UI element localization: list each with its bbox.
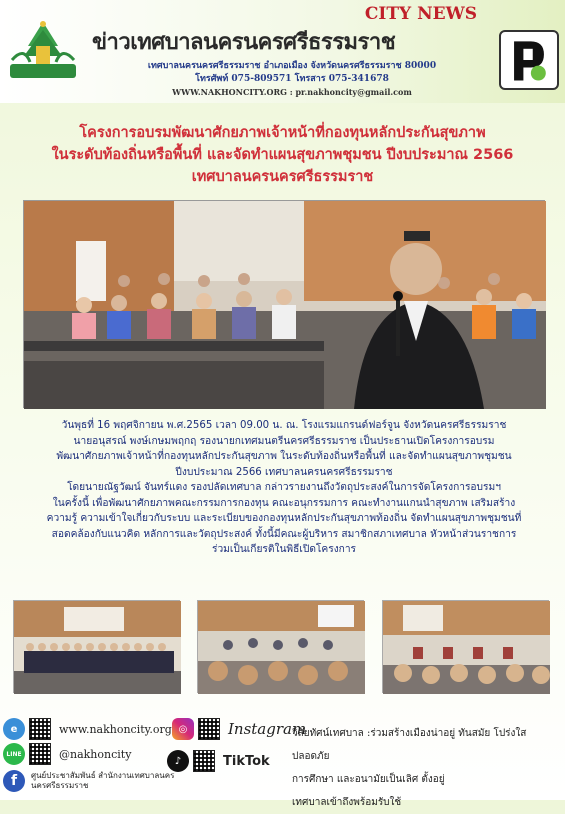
article-body [28, 418, 540, 558]
web-icon [3, 718, 25, 740]
body-line: สอดคล้องกับแนวคิด หลักการและวัตถุประสงค์ ทั้งนี้มีคณะผู้บริหาร สมาชิกสภาเทศบาล หัวหน้าส่วนราชการ [51, 528, 517, 540]
qr-code-icon [29, 743, 51, 765]
tiktok-label[interactable]: TikTok [223, 753, 270, 769]
body-line: นายอนุสรณ์ พงษ์เกษมพฤกฤ รองนายกเทศมนตรีนครศรีธรรมราช เป็นประธานเปิดโครงการอบรม [73, 435, 495, 447]
contact-block [92, 60, 492, 99]
slogan-line-3: เทศบาลเข้าถึงพร้อมรับใช้ [292, 797, 402, 808]
pr-badge-logo [499, 30, 559, 90]
phone-line: โทรศัพท์ 075-809571 โทรสาร 075-341678 [195, 74, 389, 84]
article-headline [20, 122, 545, 188]
seminar-photo [382, 600, 549, 693]
group-photo [13, 600, 180, 693]
footer-website-row [3, 718, 172, 740]
brand-word-city: CITY [364, 4, 412, 24]
body-line: พัฒนาศักยภาพเจ้าหน้าที่กองทุนหลักประกันสุขภาพ ในระดับท้องถิ่นหรือพื้นที่ และจัดทำแผนสุขภาพชุมชน [56, 451, 512, 462]
headline-line-3: เทศบาลนครนครศรีธรรมราช [191, 169, 374, 185]
slogan-line-2: การศึกษา และอนามัยเป็นเลิศ ตั้งอยู่ [292, 774, 445, 785]
footer-tiktok-row [167, 750, 270, 772]
qr-code-icon [193, 750, 215, 772]
main-event-photo [23, 200, 545, 408]
org-credit [31, 771, 174, 791]
municipal-vision-slogan [292, 722, 562, 814]
headline-line-1: โครงการอบรมพัฒนาศักยภาพเจ้าหน้าที่กองทุนหลักประกันสุขภาพ [79, 125, 486, 141]
org-credit-line-1: ศูนย์ประชาสัมพันธ์ สำนักงานเทศบาลนคร [31, 771, 175, 780]
body-line: โดยนายณัฐวัฒน์ จันทร์แดง รองปลัดเทศบาล กล่าวรายงานถึงวัตถุประสงค์ในการจัดโครงการอบรมฯ [67, 482, 501, 493]
body-line: วันพุธที่ 16 พฤศจิกายน พ.ศ.2565 เวลา 09.00 น. ณ. โรงแรมแกรนด์ฟอร์จูน จังหวัดนครศรีธรรมราช [61, 420, 507, 431]
footer-instagram-row [172, 718, 306, 740]
web-icon-glyph: e [10, 723, 18, 735]
event-photo-illustration [24, 201, 546, 409]
body-line: ร่วมเป็นเกียรติในพิธีเปิดโครงการ [211, 544, 357, 555]
instagram-label[interactable]: Instagram [228, 720, 307, 738]
web-line: WWW.NAKHONCITY.ORG : pr.nakhoncity@gmail.com [172, 87, 412, 97]
slogan-line-1: วิสัยทัศน์เทศบาล :ร่วมสร้างเมืองน่าอยู่ ทันสมัย โปร่งใส ปลอดภัย [292, 728, 527, 762]
org-credit-line-2: นครศรีธรรมราช [31, 781, 89, 790]
facebook-icon[interactable] [3, 770, 25, 792]
social-handle[interactable]: @nakhoncity [59, 747, 132, 761]
body-line: ความรู้ ความเข้าใจเกี่ยวกับระบบ และระเบียบของกองทุนหลักประกันสุขภาพท้องถิ่น จัดทำแผนสุขภาพชุมชนที่ [46, 513, 522, 524]
body-line: ในครั้งนี้ เพื่อพัฒนาศักยภาพคณะกรรมการกองทุน คณะอนุกรรมการ คณะทำงานแกนนำสุขภาพ เสริมสร้าง [52, 497, 516, 509]
group-photo-illustration [14, 601, 181, 694]
brand-word-news: NEWS [417, 4, 477, 24]
seminar-photo-illustration [383, 601, 550, 694]
address-line: เทศบาลนครนครศรีธรรมราช อำเภอเมือง จังหวัดนครศรีธรรมราช 80000 [147, 61, 437, 71]
footer-line-row [3, 743, 131, 765]
line-icon [3, 743, 25, 765]
footer-facebook-row [3, 770, 174, 792]
headline-line-2: ในระดับท้องถิ่นหรือพื้นที่ และจัดทำแผนสุขภาพชุมชน ปีงบประมาณ 2566 [51, 147, 514, 163]
pr-badge-icon [501, 32, 557, 88]
line-icon-glyph: LINE [6, 750, 22, 758]
newsletter-header [0, 0, 565, 103]
municipality-seal-logo [6, 16, 80, 86]
qr-code-icon [29, 718, 51, 740]
instagram-icon-glyph: ◎ [178, 723, 188, 735]
tiktok-icon-glyph: ♪ [174, 755, 182, 767]
newsletter-title: ข่าวเทศบาลนครนครศรีธรรมราช [92, 29, 396, 55]
qr-code-icon [198, 718, 220, 740]
website-link[interactable]: www.nakhoncity.org [59, 722, 172, 736]
city-news-brand [347, 4, 477, 24]
tiktok-icon [167, 750, 189, 772]
facebook-icon-glyph: f [10, 773, 18, 789]
instagram-icon [172, 718, 194, 740]
audience-photo [197, 600, 364, 693]
body-line: ปีงบประมาณ 2566 เทศบาลนครนครศรีธรรมราช [175, 466, 393, 478]
audience-photo-illustration [198, 601, 365, 694]
